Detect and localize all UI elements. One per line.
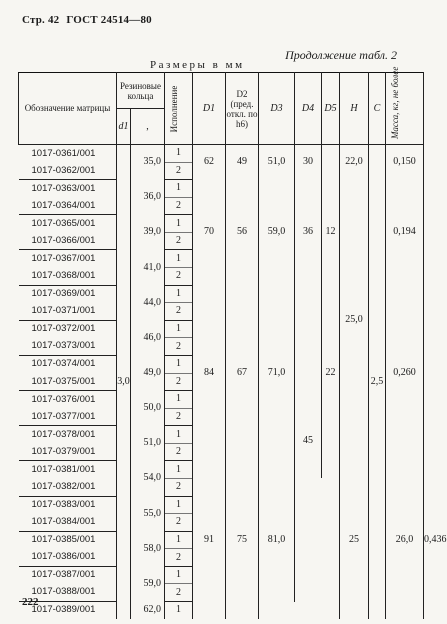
matrix-code: 1017-0371/001 [19,303,117,321]
matrix-code: 1017-0378/001 [19,426,117,444]
cell-D3: 59,0 [259,180,295,285]
cell-D5: 25 [340,461,369,619]
ring-d-value: 58,0 [131,531,165,566]
cell-D1: 70 [193,180,226,285]
matrix-code: 1017-0384/001 [19,514,117,532]
cell-H: 22,0 [340,145,369,180]
table-row: 1017-0381/001 54,0 1 91 75 81,0 25 26,0 0,436 [19,461,424,479]
matrix-code: 1017-0365/001 [19,215,117,233]
col-D2: D2 (пред. откл. по h6) [226,73,259,145]
cell-D4 [322,461,340,479]
cell-D3: 71,0 [259,285,295,461]
ring-d-value: 39,0 [131,215,165,250]
version-value: 2 [165,338,193,356]
cell-D3: 81,0 [259,461,295,619]
cell-D2: 49 [226,145,259,180]
version-value: 1 [165,355,193,373]
cell-D5: 22 [322,285,340,461]
col-version: Исполнение [165,73,193,145]
version-value: 1 [165,531,193,549]
table-row [19,145,424,163]
matrix-code: 1017-0361/001 [19,145,117,163]
cell-D2: 75 [226,461,259,619]
col-d1: d1 [117,109,131,145]
cell-D4-mid: 45 [295,426,322,602]
ring-d-value: 35,0 [131,145,165,180]
matrix-code: 1017-0367/001 [19,250,117,268]
cell-D5 [322,145,340,180]
cell-H: 25,0 [340,180,369,461]
page-number: 222 [22,596,39,608]
cell-D5: 12 [322,180,340,285]
version-value: 2 [165,373,193,391]
version-value: 1 [165,215,193,233]
cell-mass: 0,150 [386,145,424,180]
version-value: 2 [165,303,193,321]
ring-d-value: 41,0 [131,250,165,285]
cell-D1: 84 [193,285,226,461]
matrix-code: 1017-0362/001 [19,162,117,180]
version-value: 2 [165,514,193,532]
continuation-note: Продолжение табл. 2 [285,48,397,62]
matrix-code: 1017-0387/001 [19,566,117,584]
version-value: 2 [165,162,193,180]
page-label: Стр. 42 [22,14,60,26]
ring-d-value: 54,0 [131,461,165,496]
matrix-code: 1017-0383/001 [19,496,117,514]
ring-d-value: 62,0 [131,602,165,619]
matrix-code: 1017-0385/001 [19,531,117,549]
version-value: 2 [165,197,193,215]
cell-mass: 0,260 [386,285,424,461]
cell-D4: 36 [295,180,322,285]
dimensions-subtitle: Размеры в мм [150,59,245,71]
ring-d-value: 36,0 [131,180,165,215]
version-value: 1 [165,426,193,444]
ring-d-value: 49,0 [131,355,165,390]
version-value: 1 [165,496,193,514]
matrix-code: 1017-0372/001 [19,320,117,338]
version-value: 1 [165,145,193,163]
version-value: 2 [165,232,193,250]
cell-D2: 56 [226,180,259,285]
page-header [22,14,156,26]
version-value: 1 [165,320,193,338]
col-designation: Обозначение матрицы [19,73,117,145]
ring-d-value: 44,0 [131,285,165,320]
table-row [19,180,424,198]
version-value: 1 [165,250,193,268]
col-D1: D1 [193,73,226,145]
matrix-code: 1017-0363/001 [19,180,117,198]
col-D5: D5 [322,73,340,145]
matrix-code: 1017-0381/001 [19,461,117,479]
version-value: 1 [165,285,193,303]
col-D3: D3 [259,73,295,145]
standard-label: ГОСТ 24514—80 [66,14,152,26]
col-mass: Масса, кг, не более [386,73,424,145]
cell-C: 2,5 [369,145,386,619]
matrix-code: 1017-0388/001 [19,584,117,602]
version-value: 1 [165,461,193,479]
matrix-code: 1017-0382/001 [19,478,117,496]
version-value: 2 [165,268,193,286]
matrix-code: 1017-0379/001 [19,443,117,461]
matrix-code: 1017-0369/001 [19,285,117,303]
ring-d-value: 51,0 [131,426,165,461]
cell-D1: 62 [193,145,226,180]
matrix-code: 1017-0375/001 [19,373,117,391]
cell-mass: 0,194 [386,180,424,285]
col-H: H [340,73,369,145]
ring-d-value: 59,0 [131,566,165,601]
matrix-code: 1017-0386/001 [19,549,117,567]
version-value: 1 [165,180,193,198]
matrix-code: 1017-0376/001 [19,391,117,409]
dimensions-table [18,66,447,619]
matrix-code: 1017-0364/001 [19,197,117,215]
version-value: 2 [165,408,193,426]
matrix-code: 1017-0389/001 [19,602,117,619]
version-value: 2 [165,443,193,461]
version-value: 2 [165,549,193,567]
cell-D3: 51,0 [259,145,295,180]
cell-D4: 30 [295,145,322,180]
matrix-code: 1017-0373/001 [19,338,117,356]
matrix-code: 1017-0377/001 [19,408,117,426]
col-d-ring: , [131,109,165,145]
matrix-code: 1017-0366/001 [19,232,117,250]
cell-H: 26,0 [386,461,424,619]
cell-D4 [295,285,322,426]
ring-d-value: 55,0 [131,496,165,531]
ring-d-value: 46,0 [131,320,165,355]
version-value: 1 [165,391,193,409]
cell-D2: 67 [226,285,259,461]
version-value: 1 [165,602,193,619]
col-rings: Резиновые кольца [117,73,165,109]
col-D4: D4 [295,73,322,145]
cell-D1: 91 [193,461,226,619]
d1-cell: 3,0 [117,145,131,619]
matrix-code: 1017-0374/001 [19,355,117,373]
matrix-code: 1017-0368/001 [19,268,117,286]
ring-d-value: 50,0 [131,391,165,426]
version-value: 1 [165,566,193,584]
version-value: 2 [165,584,193,602]
col-C: C [369,73,386,145]
version-value: 2 [165,478,193,496]
